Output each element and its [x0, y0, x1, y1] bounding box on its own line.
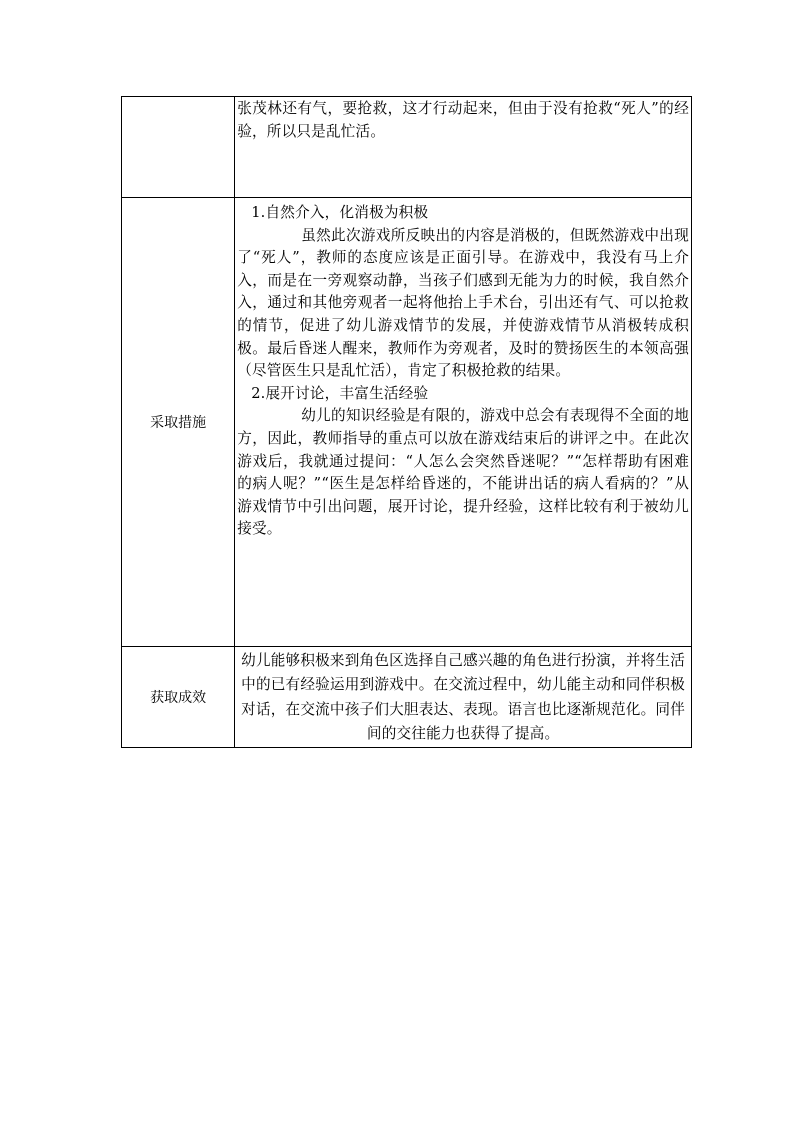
results-cell: [235, 647, 692, 748]
measure-2-body: 幼儿的知识经验是有限的，游戏中总会有表现得不全面的地方，因此，教师指导的重点可以放在游戏结束后的讲评之中。在此次游戏后，我就通过提问：“人怎么会突然昏迷呢？”“怎样帮助有困难的病人呢？”“医生是怎样给昏迷的，不能讲出话的病人看病的？”从游戏情节中引出问题，展开讨论，提升经验，这样比较有利于被幼儿接受。: [237, 407, 689, 538]
continuation-cell: [235, 97, 692, 198]
measure-1-heading: 1.自然介入，化消极为积极: [251, 204, 429, 221]
measure-2-heading: 2.展开讨论，丰富生活经验: [251, 384, 429, 402]
measures-cell: [235, 198, 692, 647]
row-label-results: 获取成效: [122, 647, 235, 748]
results-paragraph: 幼儿能够积极来到角色区选择自己感兴趣的角色进行扮演，并将生活中的已有经验运用到游戏中。在交流过程中，幼儿能主动和同伴积极对话，在交流中孩子们大胆表达、表现。语言也比逐渐规范化。同伴间的交往能力也获得了提高。: [241, 652, 685, 743]
activity-record-table: [121, 96, 692, 748]
measure-1-body: 虽然此次游戏所反映出的内容是消极的，但既然游戏中出现了“死人”，教师的态度应该是正面引导。在游戏中，我没有马上介入，而是在一旁观察动静，当孩子们感到无能为力的时候，我自然介入，通过和其他旁观者一起将他抬上手术台，引出还有气、可以抢救的情节，促进了幼儿游戏情节的发展，并使游戏情节从消极转成积极。最后昏迷人醒来，教师作为旁观者，及时的赞扬医生的本领高强（尽管医生只是乱忙活），肯定了积极抢救的结果。: [237, 226, 689, 380]
row-label-empty: [122, 97, 235, 198]
table-row-continuation: [122, 97, 692, 198]
table-row-measures: [122, 198, 692, 647]
table-row-results: [122, 647, 692, 748]
row-label-measures: 采取措施: [122, 198, 235, 647]
continuation-paragraph: 张茂林还有气，要抢救，这才行动起来，但由于没有抢救“死人”的经验，所以只是乱忙活。: [237, 100, 689, 140]
